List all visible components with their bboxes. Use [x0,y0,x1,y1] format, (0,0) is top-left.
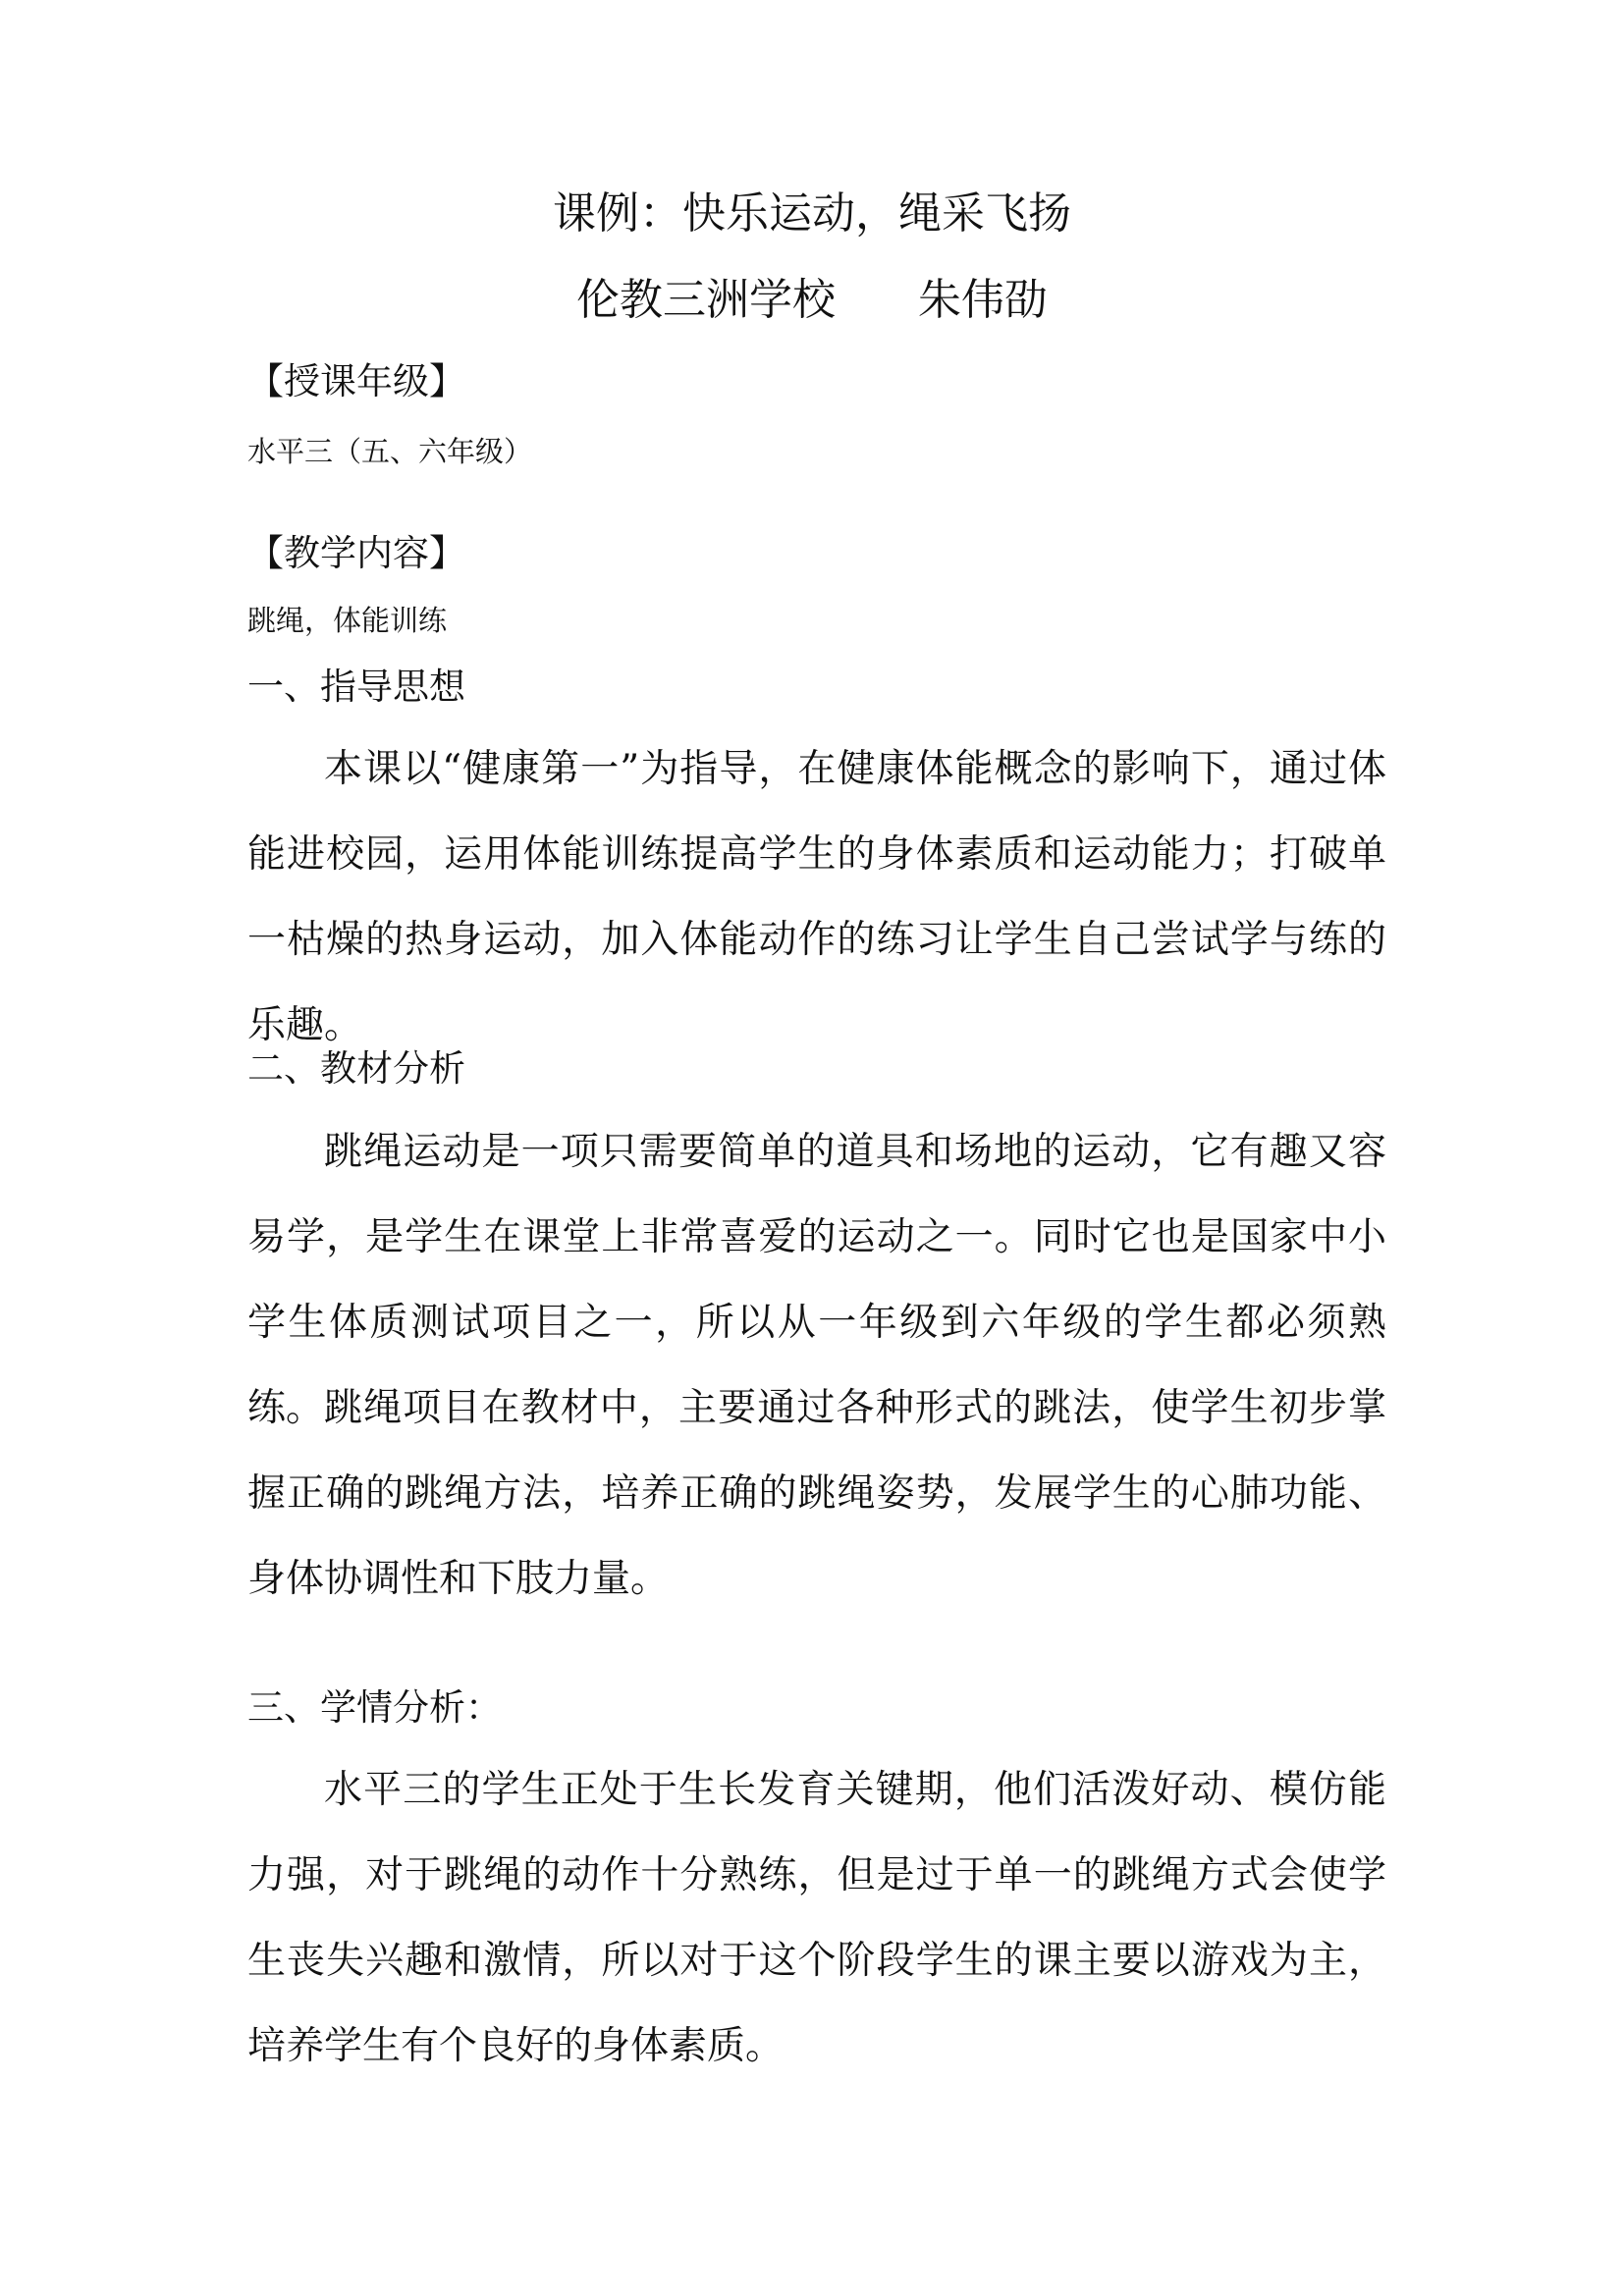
section-heading-guiding: 一、指导思想 [247,666,465,708]
content-heading: 【教学内容】 [247,532,465,574]
grade-value: 水平三（五、六年级） [247,435,533,468]
section-heading-material: 二、教材分析 [247,1047,465,1090]
section-heading-students: 三、学情分析： [247,1686,502,1729]
students-paragraph: 水平三的学生正处于生长发育关键期，他们活泼好动、模仿能力强，对于跳绳的动作十分熟练，但是过于单一的跳绳方式会使学生丧失兴趣和激情，所以对于这个阶段学生的课主要以游戏为主，培养学生有个良好的身体素质。 [247,1768,1386,2068]
guiding-paragraph: 本课以“健康第一”为指导，在健康体能概念的影响下，通过体能进校园，运用体能训练提高学生的身体素质和运动能力；打破单一枯燥的热身运动，加入体能动作的练习让学生自己尝试学与练的乐趣。 [247,747,1386,1047]
author-line: 伦教三洲学校 朱伟劭 [576,275,1048,325]
document-title: 课例：快乐运动，绳采飞扬 [553,188,1071,239]
material-paragraph-2: 跳绳项目在教材中，主要通过各种形式的跳法，使学生初步掌握正确的跳绳方法，培养正确的跳绳姿势，发展学生的心肺功能、身体协调性和下肢力量。 [247,1386,1386,1601]
content-value: 跳绳，体能训练 [247,604,448,637]
material-paragraph-1: 跳绳运动是一项只需要简单的道具和场地的运动，它有趣又容易学，是学生在课堂上非常喜爱的运动之一。同时它也是国家中小学生体质测试项目之一，所以从一年级到六年级的学生都必须熟练。 [247,1130,1386,1430]
grade-heading: 【授课年级】 [247,360,465,402]
